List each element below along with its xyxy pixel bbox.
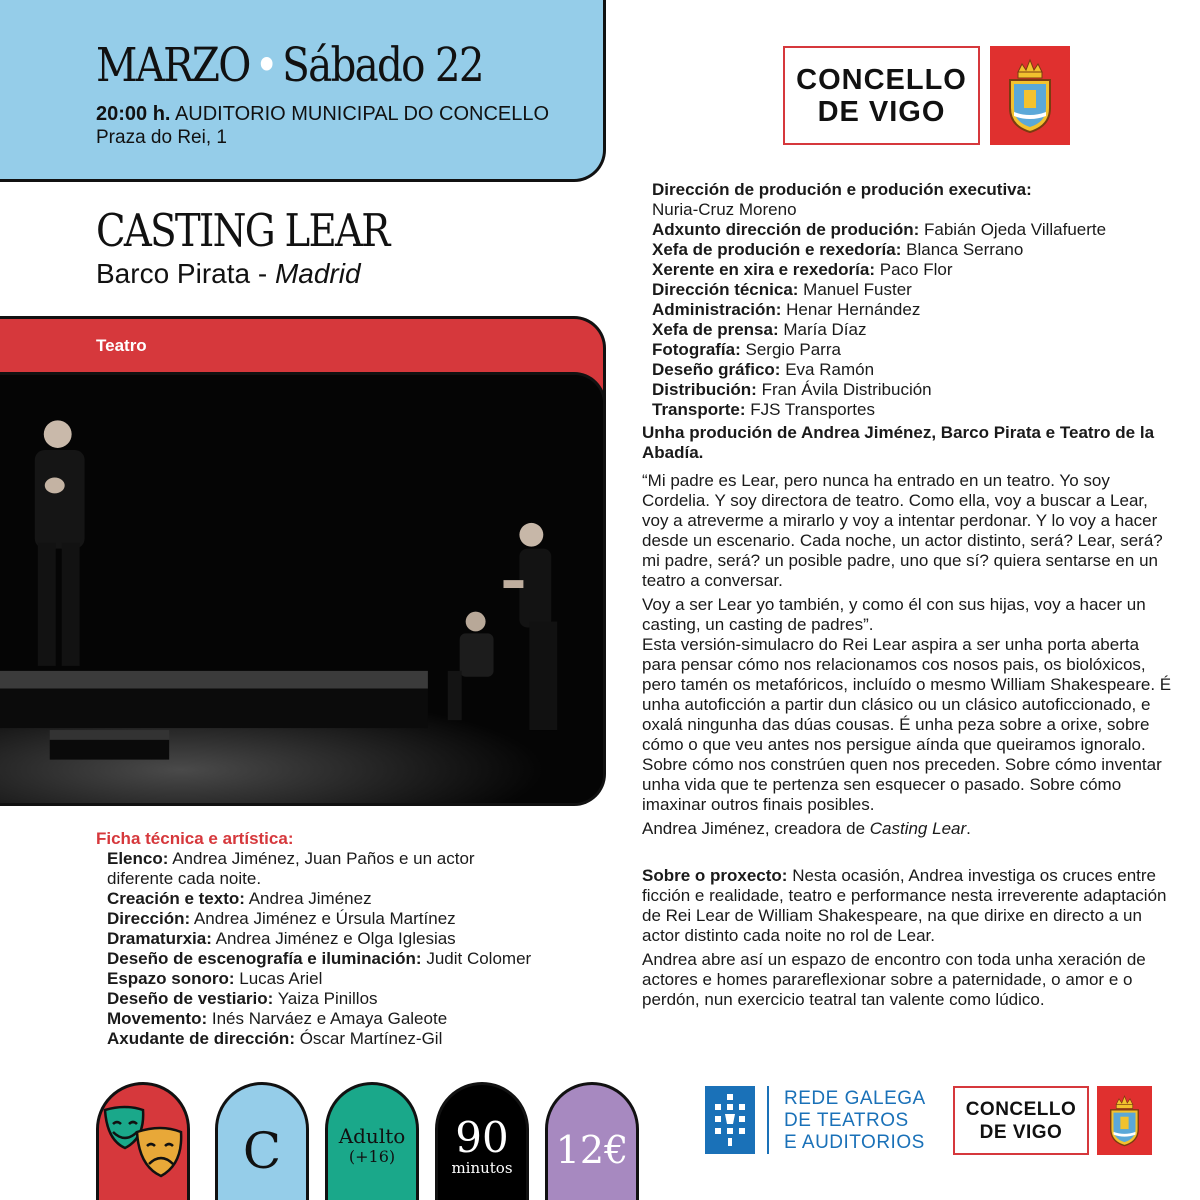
production-credit-line	[652, 260, 1172, 280]
credit-name: Paco Flor	[875, 260, 953, 279]
xunta-emblem-icon	[705, 1086, 755, 1154]
credit-role: Fotografía:	[652, 340, 741, 359]
credit-name: Sergio Parra	[740, 340, 841, 359]
production-credit-line	[652, 340, 1172, 360]
credit-name: Andrea Jiménez, Juan Paños e un actor	[168, 849, 475, 868]
logo-bottom-line-2: DE VIGO	[979, 1121, 1063, 1143]
production-credit-line	[652, 200, 1172, 220]
credit-name: Óscar Martínez-Gil	[294, 1029, 443, 1048]
credit-name: Andrea Jiménez e Úrsula Martínez	[190, 909, 456, 928]
description-paragraph: Esta versión-simulacro do Rei Lear aspira a ser unha porta aberta para pensar cómo nos relacionamos cos nosos pais, os biolóxicos, pero tamén os metafóricos, incluído o mesmo William Shakespeare. É unha autoficción a partir dun clásico ou un clásico autoficcionado, e oxalá ningunha das dúas cousas. É unha peza sobre a orixe, sobre cómo o que veu antes nos persigue aínda que queiramos ignoralo. Sobre cómo nos constrúen quen nos preceden. Sobre cómo inventar unha vida que te pertenza sen esquecer o pasado. Sobre cómo imaxinar outros finais posibles.	[642, 635, 1172, 814]
time: 20:00 h.	[96, 103, 171, 125]
credit-role: Axudante de dirección:	[107, 1029, 295, 1048]
credit-name: Judit Colomer	[421, 949, 532, 968]
sobre-o-proxecto	[642, 866, 1172, 1014]
credit-name: diferente cada noite.	[107, 869, 262, 888]
ficha-credit-line	[107, 989, 596, 1009]
vigo-crest-icon	[990, 46, 1070, 145]
credit-role: Deseño de vestiario:	[107, 989, 274, 1008]
credit-name: Inés Narváez e Amaya Galeote	[207, 1009, 448, 1028]
credit-name: Yaiza Pinillos	[273, 989, 378, 1008]
credit-role: Xefa de produción e rexedoría:	[652, 240, 902, 259]
rede-galega-logo: REDE GALEGA DE TEATROS E AUDITORIOS	[784, 1088, 926, 1153]
ficha-credit-line	[107, 949, 596, 969]
logo-line-1: CONCELLO	[796, 63, 967, 96]
production-credit-line	[652, 300, 1172, 320]
production-credit-line	[652, 180, 1172, 200]
credit-role: Dirección de produción e produción executiva:	[652, 180, 1032, 199]
credit-role: Movemento:	[107, 1009, 208, 1028]
concello-de-vigo-logo	[783, 46, 980, 145]
credit-role: Adxunto dirección de produción:	[652, 220, 920, 239]
duration-unit: minutos	[451, 1159, 513, 1177]
credit-name: Nuria-Cruz Moreno	[652, 200, 797, 219]
age-rating: (+16)	[348, 1147, 396, 1166]
stage-photo	[0, 372, 606, 806]
genre-label: Teatro	[96, 336, 147, 355]
credit-role: Deseño de escenografía e iluminación:	[107, 949, 422, 968]
show-title: CASTING LEAR	[96, 204, 389, 257]
ficha-credit-list	[96, 849, 596, 1049]
separator-dot: •	[254, 38, 277, 93]
production-credit-line	[652, 280, 1172, 300]
credit-role: Elenco:	[107, 849, 169, 868]
concello-de-vigo-logo-bottom	[953, 1086, 1089, 1155]
production-credits	[652, 180, 1172, 420]
ficha-credit-line	[107, 889, 596, 909]
production-credit-line	[652, 380, 1172, 400]
age-label: Adulto	[338, 1124, 406, 1148]
show-company	[96, 258, 361, 290]
production-credit-line	[652, 240, 1172, 260]
credit-name: María Díaz	[778, 320, 867, 339]
credit-role: Dirección técnica:	[652, 280, 799, 299]
logo-line-2: DE VIGO	[817, 95, 946, 128]
signature-suffix: .	[966, 819, 971, 838]
company-city: Madrid	[274, 258, 361, 289]
ficha-tecnica	[96, 829, 596, 1049]
credit-name: Lucas Ariel	[234, 969, 323, 988]
ficha-heading: Ficha técnica e artística:	[96, 829, 294, 848]
address: Praza do Rei, 1	[96, 127, 227, 148]
time-venue	[96, 103, 549, 126]
credit-role: Transporte:	[652, 400, 746, 419]
sobre-paragraph-2: Andrea abre así un espazo de encontro con toda unha xeración de actores e homes parareflexionar sobre a paternidade, o amor e o perdón, nun exercicio teatral tan valente como lúdico.	[642, 950, 1146, 1009]
month: MARZO	[96, 38, 250, 93]
quote-signature	[642, 819, 1172, 839]
ficha-credit-line	[107, 1009, 596, 1029]
credit-name: Manuel Fuster	[798, 280, 912, 299]
credit-role: Xerente en xira e rexedoría:	[652, 260, 876, 279]
ficha-credit-line	[107, 909, 596, 929]
ficha-credit-line	[107, 929, 596, 949]
price-badge: 12€	[545, 1082, 639, 1200]
credit-role: Dirección:	[107, 909, 191, 928]
ficha-credit-line	[107, 849, 596, 869]
credit-role: Creación e texto:	[107, 889, 245, 908]
day: Sábado 22	[282, 38, 483, 93]
sobre-paragraph-1: Nesta ocasión, Andrea investiga os cruces entre ficción e realidade, teatro e performance nesta irreverente adaptación de Rei Lear de William Shakespeare, na que dirixe en directo a un actor distinto cada noite no rol de Lear.	[642, 866, 1167, 945]
venue: AUDITORIO MUNICIPAL DO CONCELLO	[174, 103, 550, 125]
signature-work: Casting Lear	[869, 819, 967, 838]
credit-role: Administración:	[652, 300, 782, 319]
credit-name: Fabián Ojeda Villafuerte	[919, 220, 1107, 239]
category-badge: C	[215, 1082, 309, 1200]
sobre-label: Sobre o proxecto:	[642, 866, 788, 885]
quote-paragraph-2: Voy a ser Lear yo también, y como él con sus hijas, voy a hacer un casting, un casting de padres”.	[642, 595, 1146, 634]
credit-role: Distribución:	[652, 380, 757, 399]
logo-bottom-line-1: CONCELLO	[965, 1098, 1077, 1120]
quote-paragraph-1: “Mi padre es Lear, pero nunca ha entrado en un teatro. Yo soy Cordelia. Y soy directora de teatro. Como ella, voy a buscar a Lear, voy a atreverme a mirarlo y voy a intentar perdonar. Y lo voy a hacer desde un escenario. Cada noche, un actor distinto, será? Lear, será? mi padre, será? un posible padre, uno que sí? quiera sentarse en un teatro a conversar.	[642, 471, 1163, 590]
signature-prefix: Andrea Jiménez, creadora de	[642, 819, 870, 838]
credit-role: Deseño gráfico:	[652, 360, 781, 379]
production-credit-line	[652, 360, 1172, 380]
duration-value: 90	[455, 1113, 509, 1162]
ficha-credit-line	[107, 869, 596, 889]
description	[642, 471, 1172, 843]
credit-name: Andrea Jiménez	[244, 889, 372, 908]
credit-name: Henar Hernández	[781, 300, 921, 319]
credit-role: Xefa de prensa:	[652, 320, 779, 339]
ficha-credit-line	[107, 969, 596, 989]
vigo-crest-icon-bottom	[1097, 1086, 1152, 1155]
theatre-masks-icon	[96, 1082, 190, 1200]
credit-name: Blanca Serrano	[901, 240, 1024, 259]
company-name: Barco Pirata -	[96, 258, 275, 289]
production-credit-line	[652, 400, 1172, 420]
credit-name: Fran Ávila Distribución	[756, 380, 932, 399]
production-credit-line	[652, 320, 1172, 340]
production-line: Unha produción de Andrea Jiménez, Barco Pirata e Teatro de la Abadía.	[642, 423, 1155, 462]
duration-badge	[435, 1082, 529, 1200]
age-badge	[325, 1082, 419, 1200]
credit-name: Andrea Jiménez e Olga Iglesias	[211, 929, 456, 948]
rede-divider	[767, 1086, 769, 1154]
ficha-credit-line	[107, 1029, 596, 1049]
credit-name: Eva Ramón	[780, 360, 875, 379]
credit-name: FJS Transportes	[745, 400, 875, 419]
credit-role: Dramaturxia:	[107, 929, 212, 948]
stage-photo-image	[0, 375, 603, 803]
date-title	[96, 38, 483, 93]
production-credit-line	[652, 220, 1172, 240]
credit-role: Espazo sonoro:	[107, 969, 235, 988]
